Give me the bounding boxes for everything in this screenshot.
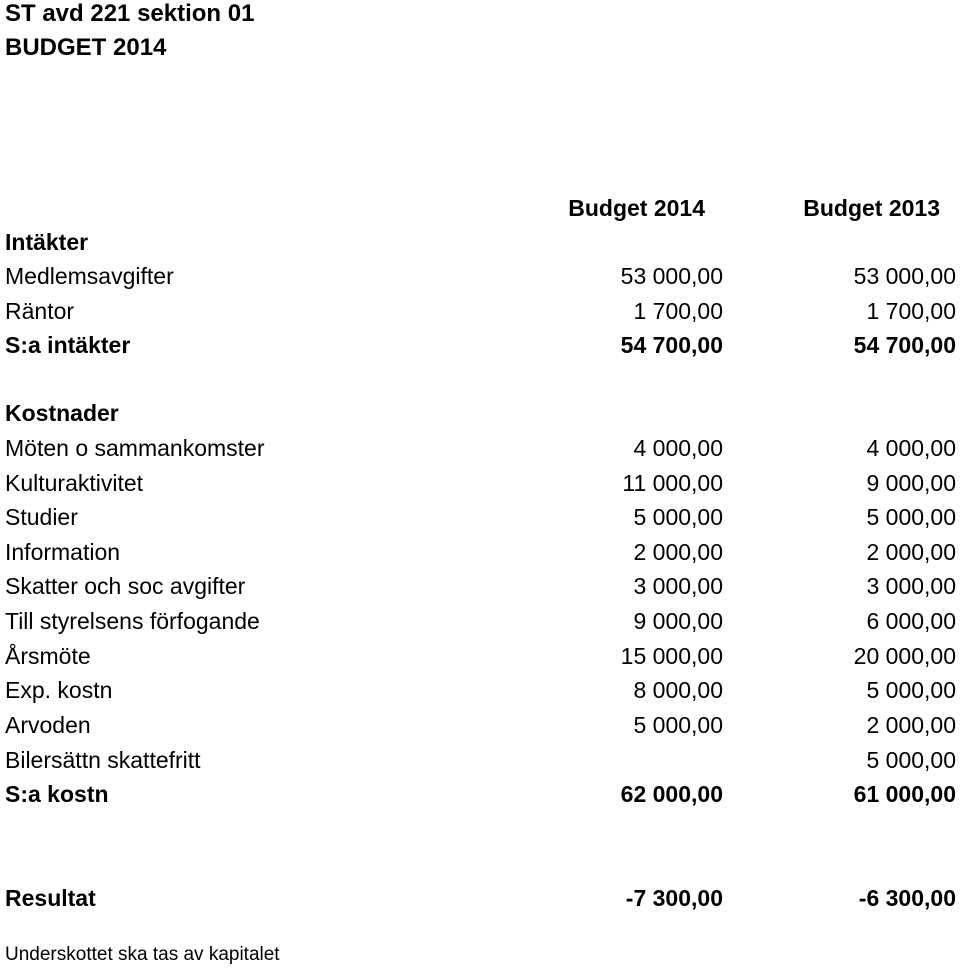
section-heading-income [0,225,960,259]
row-label: Studier [5,504,78,530]
row-label: Medlemsavgifter [5,263,174,289]
row-label: Kulturaktivitet [5,470,144,496]
row-label: Arvoden [5,712,91,738]
value-budget-2013: -6 300,00 [858,885,956,911]
table-row [0,569,960,603]
footnote: Underskottet ska tas av kapitalet [5,944,280,965]
value-budget-2014: 15 000,00 [620,643,723,669]
value-budget-2014: 9 000,00 [633,608,723,634]
row-label: Till styrelsens förfogande [5,608,260,634]
value-budget-2014: 8 000,00 [633,677,723,703]
value-budget-2013: 54 700,00 [853,332,956,358]
value-budget-2014: 62 000,00 [620,781,723,807]
table-row [0,535,960,569]
table-row [0,639,960,673]
value-budget-2013: 3 000,00 [866,573,956,599]
table-row [0,466,960,500]
value-budget-2013: 5 000,00 [866,504,956,530]
value-budget-2014: -7 300,00 [625,885,723,911]
value-budget-2014: 2 000,00 [633,539,723,565]
document-subtitle: BUDGET 2014 [5,34,167,61]
value-budget-2013: 20 000,00 [853,643,956,669]
column-header-row [0,191,960,225]
table-row [0,743,960,777]
value-budget-2013: 2 000,00 [866,712,956,738]
value-budget-2013: 2 000,00 [866,539,956,565]
column-header-budget-2014: Budget 2014 [568,195,705,221]
table-row [0,708,960,742]
value-budget-2014: 54 700,00 [620,332,723,358]
row-label: Bilersättn skattefritt [5,747,201,773]
value-budget-2014: 4 000,00 [633,435,723,461]
costs-heading: Kostnader [5,400,119,426]
table-row [0,500,960,534]
row-label: Möten o sammankomster [5,435,265,461]
value-budget-2013: 6 000,00 [866,608,956,634]
income-heading: Intäkter [5,229,89,255]
value-budget-2014: 5 000,00 [633,504,723,530]
document-title: ST avd 221 sektion 01 [5,0,255,27]
costs-total-row [0,777,960,811]
table-row [0,604,960,638]
result-row [0,881,960,915]
section-heading-costs [0,396,960,430]
row-label: Information [5,539,121,565]
value-budget-2013: 53 000,00 [853,263,956,289]
row-label: Exp. kostn [5,677,113,703]
row-label: Årsmöte [5,643,91,669]
value-budget-2013: 61 000,00 [853,781,956,807]
row-label: Räntor [5,298,75,324]
table-row [0,673,960,707]
table-row [0,259,960,293]
row-label: S:a kostn [5,781,109,807]
value-budget-2013: 5 000,00 [866,747,956,773]
row-label: Resultat [5,885,96,911]
column-header-budget-2013: Budget 2013 [803,195,940,221]
value-budget-2013: 5 000,00 [866,677,956,703]
value-budget-2014: 5 000,00 [633,712,723,738]
value-budget-2014: 53 000,00 [620,263,723,289]
row-label: Skatter och soc avgifter [5,573,246,599]
value-budget-2013: 9 000,00 [866,470,956,496]
value-budget-2014: 3 000,00 [633,573,723,599]
value-budget-2014: 11 000,00 [622,470,723,496]
value-budget-2013: 4 000,00 [866,435,956,461]
table-row [0,431,960,465]
table-row [0,294,960,328]
income-total-row [0,328,960,362]
value-budget-2013: 1 700,00 [866,298,956,324]
value-budget-2014: 1 700,00 [633,298,723,324]
row-label: S:a intäkter [5,332,131,358]
